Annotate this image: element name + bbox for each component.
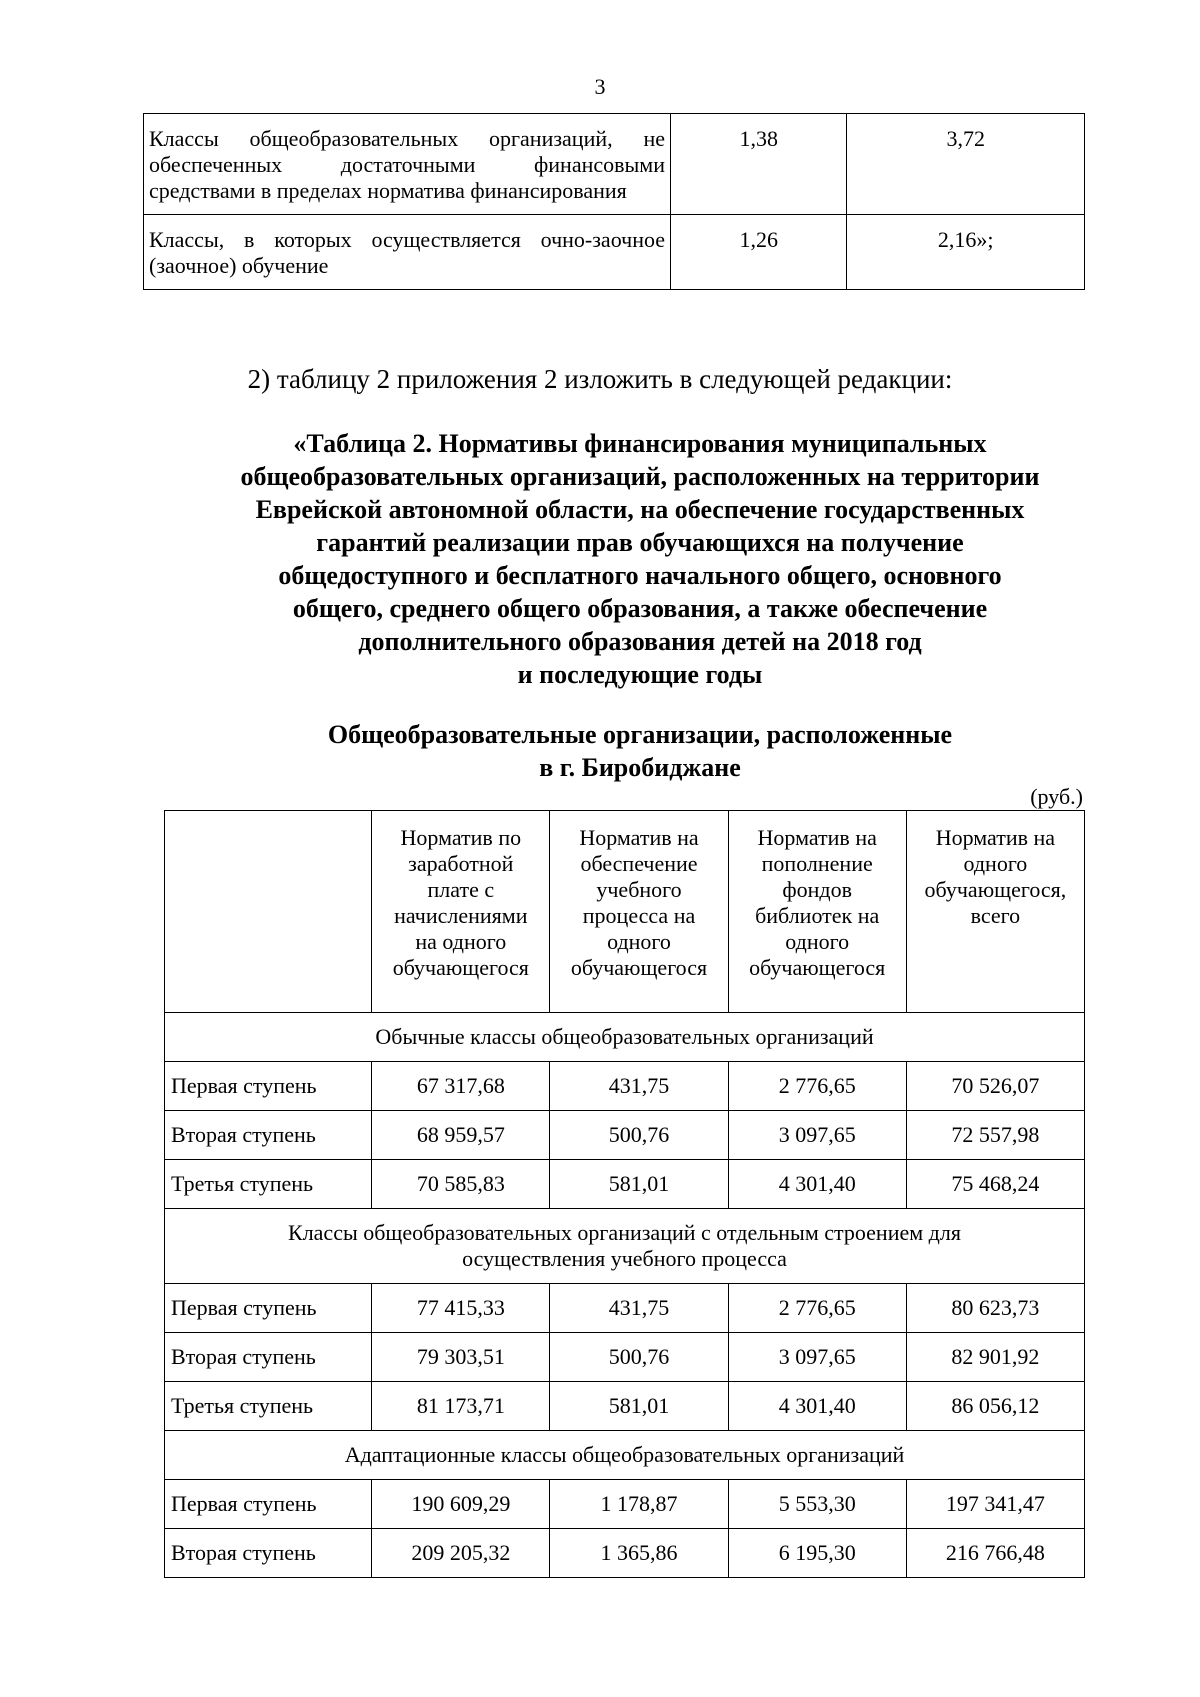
section-row [165,1431,1085,1480]
section-row [165,1209,1085,1284]
coefficient-value: 3,72 [847,114,1085,215]
table-row [165,1062,1085,1111]
value-cell: 190 609,29 [372,1480,550,1529]
value-cell: 209 205,32 [372,1529,550,1578]
table-header-row [165,811,1085,1013]
section-heading: Обычные классы общеобразовательных организаций [165,1013,1085,1062]
table-title: «Таблица 2. Нормативы финансирования муниципальных общеобразовательных организаций, расположенных на территории Еврейской автономной области, на обеспечение государственных гарантий реализации прав обучающихся на получение общедоступного и бесплатного начального общего, основного общего, среднего общего образования, а также обеспечение дополнительного образования детей на 2018 год и последующие годы [240,429,1040,689]
table-row [144,114,1085,215]
value-cell: 67 317,68 [372,1062,550,1111]
coefficient-value: 1,26 [671,215,847,290]
value-cell: 80 623,73 [906,1284,1084,1333]
coefficient-value: 2,16»; [847,215,1085,290]
stage-label: Первая ступень [165,1284,372,1333]
value-cell: 70 526,07 [906,1062,1084,1111]
value-cell: 2 776,65 [728,1284,906,1333]
value-cell: 500,76 [550,1111,728,1160]
page-number: 3 [594,74,606,99]
value-cell: 431,75 [550,1284,728,1333]
value-cell: 3 097,65 [728,1333,906,1382]
value-cell: 431,75 [550,1062,728,1111]
value-cell: 81 173,71 [372,1382,550,1431]
normatives-table [164,810,1085,1578]
stage-label: Вторая ступень [165,1333,372,1382]
value-cell: 4 301,40 [728,1382,906,1431]
value-cell: 581,01 [550,1160,728,1209]
value-cell: 68 959,57 [372,1111,550,1160]
table-row [165,1284,1085,1333]
coefficient-value: 1,38 [671,114,847,215]
header-cell: Норматив на пополнение фондов библиотек на одного обучающегося [728,811,906,1013]
value-cell: 2 776,65 [728,1062,906,1111]
value-cell: 500,76 [550,1333,728,1382]
value-cell: 581,01 [550,1382,728,1431]
value-cell: 77 415,33 [372,1284,550,1333]
value-cell: 82 901,92 [906,1333,1084,1382]
table-row [144,215,1085,290]
stage-label: Вторая ступень [165,1111,372,1160]
header-cell: Норматив на одного обучающегося, всего [906,811,1084,1013]
value-cell: 1 365,86 [550,1529,728,1578]
table-row [165,1382,1085,1431]
value-cell: 86 056,12 [906,1382,1084,1431]
header-cell [165,811,372,1013]
coefficients-table [143,113,1085,290]
section-title: Общеобразовательные организации, расположенные в г. Биробиджане [327,720,953,782]
value-cell: 4 301,40 [728,1160,906,1209]
section-heading: Адаптационные классы общеобразовательных организаций [165,1431,1085,1480]
value-cell: 79 303,51 [372,1333,550,1382]
value-cell: 5 553,30 [728,1480,906,1529]
stage-label: Вторая ступень [165,1529,372,1578]
stage-label: Первая ступень [165,1480,372,1529]
value-cell: 75 468,24 [906,1160,1084,1209]
section-heading: Классы общеобразовательных организаций с отдельным строением для осуществления учебного процесса [165,1209,1085,1284]
value-cell: 197 341,47 [906,1480,1084,1529]
unit-label: (руб.) [1030,784,1083,809]
row-label: Классы общеобразовательных организаций, не обеспеченных достаточными финансовыми средствами в пределах норматива финансирования [144,114,671,215]
table-row [165,1529,1085,1578]
value-cell: 70 585,83 [372,1160,550,1209]
value-cell: 3 097,65 [728,1111,906,1160]
stage-label: Третья ступень [165,1382,372,1431]
table-row [165,1111,1085,1160]
table-row [165,1160,1085,1209]
table-row [165,1333,1085,1382]
header-cell: Норматив по заработной плате с начислениями на одного обучающегося [372,811,550,1013]
value-cell: 6 195,30 [728,1529,906,1578]
instruction-text: 2) таблицу 2 приложения 2 изложить в следующей редакции: [247,364,953,394]
value-cell: 1 178,87 [550,1480,728,1529]
value-cell: 216 766,48 [906,1529,1084,1578]
section-row [165,1013,1085,1062]
row-label: Классы, в которых осуществляется очно-заочное (заочное) обучение [144,215,671,290]
header-cell: Норматив на обеспечение учебного процесса на одного обучающегося [550,811,728,1013]
value-cell: 72 557,98 [906,1111,1084,1160]
stage-label: Третья ступень [165,1160,372,1209]
stage-label: Первая ступень [165,1062,372,1111]
table-row [165,1480,1085,1529]
